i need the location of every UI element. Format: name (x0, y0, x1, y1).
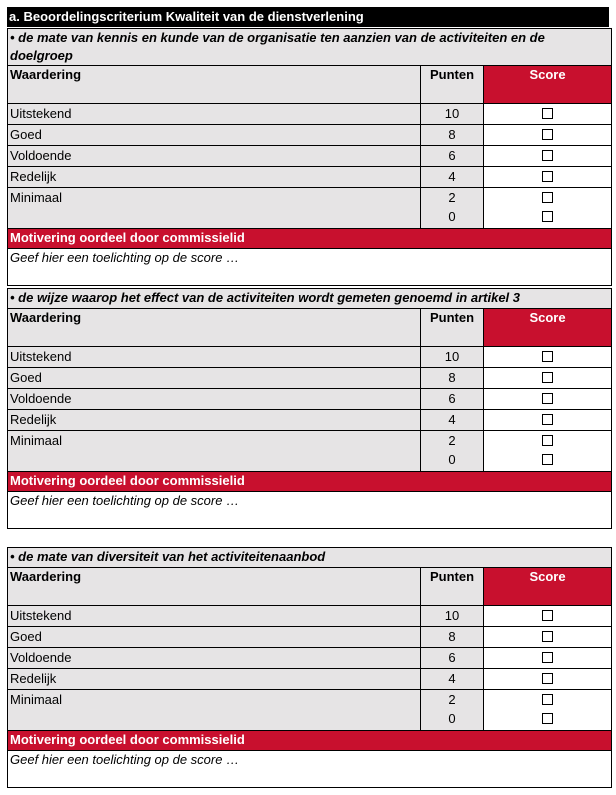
score-checkbox[interactable] (542, 652, 553, 663)
column-header-score: Score (484, 309, 612, 347)
score-checkbox[interactable] (542, 454, 553, 465)
points-value: 6 (421, 389, 484, 410)
score-checkbox[interactable] (542, 171, 553, 182)
motivation-text-field[interactable]: Geef hier een toelichting op de score … (8, 751, 612, 788)
score-checkbox[interactable] (542, 694, 553, 705)
score-checkbox[interactable] (542, 211, 553, 222)
motivation-heading: Motivering oordeel door commissielid (8, 731, 612, 751)
score-checkbox[interactable] (542, 631, 553, 642)
rating-label: Voldoende (8, 648, 421, 669)
rating-label: Voldoende (8, 389, 421, 410)
motivation-heading: Motivering oordeel door commissielid (8, 229, 612, 249)
criterion-table-2 (7, 288, 612, 529)
score-checkbox[interactable] (542, 713, 553, 724)
points-value: 6 (421, 146, 484, 167)
column-header-points: Punten (421, 66, 484, 104)
points-value: 10 (421, 347, 484, 368)
score-checkbox[interactable] (542, 192, 553, 203)
points-value: 6 (421, 648, 484, 669)
column-header-score: Score (484, 568, 612, 606)
rating-label: Uitstekend (8, 606, 421, 627)
points-value: 8 (421, 368, 484, 389)
column-header-rating: Waardering (8, 568, 421, 606)
score-checkbox[interactable] (542, 129, 553, 140)
sub-criterion-heading: • de wijze waarop het effect van de activiteiten wordt gemeten genoemd in artikel 3 (8, 289, 612, 309)
rating-label: Minimaal (8, 188, 421, 229)
sub-criterion-heading: • de mate van diversiteit van het activiteitenaanbod (8, 548, 612, 568)
rating-label: Redelijk (8, 410, 421, 431)
points-value: 4 (421, 410, 484, 431)
score-checkbox[interactable] (542, 393, 553, 404)
points-value: 0 (448, 452, 456, 467)
column-header-points: Punten (421, 568, 484, 606)
rating-label: Uitstekend (8, 347, 421, 368)
rating-label: Redelijk (8, 167, 421, 188)
points-value: 0 (448, 209, 456, 224)
rating-label: Minimaal (8, 431, 421, 472)
score-checkbox[interactable] (542, 351, 553, 362)
score-checkbox[interactable] (542, 435, 553, 446)
rating-label: Uitstekend (8, 104, 421, 125)
column-header-rating: Waardering (8, 309, 421, 347)
criterion-table-3 (7, 547, 612, 788)
rating-label: Goed (8, 368, 421, 389)
score-checkbox[interactable] (542, 150, 553, 161)
score-checkbox[interactable] (542, 610, 553, 621)
points-value: 4 (421, 167, 484, 188)
motivation-text-field[interactable]: Geef hier een toelichting op de score … (8, 492, 612, 529)
criterion-heading: a. Beoordelingscriterium Kwaliteit van de dienstverlening (7, 7, 609, 27)
score-checkbox[interactable] (542, 108, 553, 119)
score-checkbox[interactable] (542, 414, 553, 425)
motivation-text-field[interactable]: Geef hier een toelichting op de score … (8, 249, 612, 286)
column-header-score: Score (484, 66, 612, 104)
column-header-rating: Waardering (8, 66, 421, 104)
points-value: 8 (421, 125, 484, 146)
points-value: 10 (421, 606, 484, 627)
rating-label: Voldoende (8, 146, 421, 167)
points-value: 0 (448, 711, 456, 726)
score-checkbox[interactable] (542, 372, 553, 383)
criterion-table-1 (7, 28, 612, 286)
rating-label: Goed (8, 627, 421, 648)
points-value: 2 (448, 692, 456, 707)
points-value: 4 (421, 669, 484, 690)
rating-label: Redelijk (8, 669, 421, 690)
score-checkbox[interactable] (542, 673, 553, 684)
points-value: 2 (448, 190, 456, 205)
column-header-points: Punten (421, 309, 484, 347)
motivation-heading: Motivering oordeel door commissielid (8, 472, 612, 492)
points-value: 8 (421, 627, 484, 648)
rating-label: Minimaal (8, 690, 421, 731)
points-value: 10 (421, 104, 484, 125)
sub-criterion-heading: • de mate van kennis en kunde van de organisatie ten aanzien van de activiteiten en de doelgroep (8, 29, 612, 66)
rating-label: Goed (8, 125, 421, 146)
points-value: 2 (448, 433, 456, 448)
